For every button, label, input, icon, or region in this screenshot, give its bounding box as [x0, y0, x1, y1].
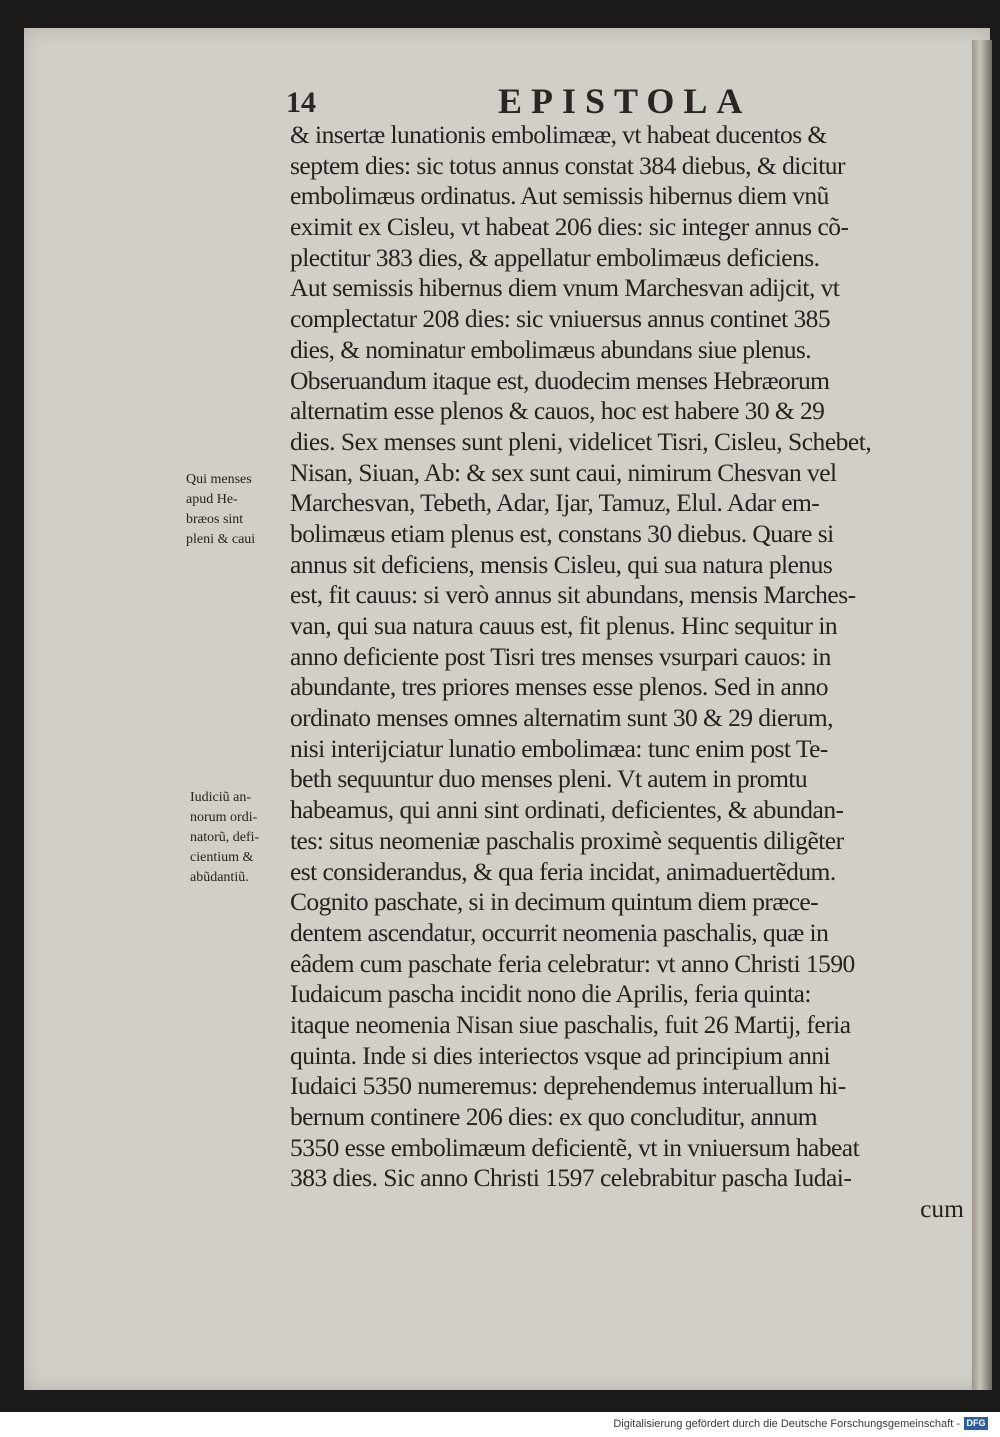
- text-line: & insertæ lunationis embolimææ, vt habeat ducentos &: [290, 120, 827, 149]
- margin-note-line: Qui menses: [186, 472, 252, 487]
- text-line: Iudaici 5350 numeremus: deprehendemus interuallum hi-: [290, 1071, 846, 1101]
- text-line: 383 dies. Sic anno Christi 1597 celebrabitur pascha Iudai-: [290, 1163, 852, 1193]
- text-line: abundante, tres priores menses esse plenos. Sed in anno: [290, 672, 828, 702]
- text-line: plectitur 383 dies, & appellatur embolimæus deficiens.: [290, 242, 820, 272]
- margin-note-line: natorũ, defi-: [190, 830, 260, 845]
- text-line: septem dies: sic totus annus constat 384 diebus, & dicitur: [290, 150, 846, 180]
- text-line: Marchesvan, Tebeth, Adar, Ijar, Tamuz, Elul. Adar em-: [290, 488, 820, 518]
- text-line: bolimæus etiam plenus est, constans 30 diebus. Quare si: [290, 518, 834, 548]
- margin-note-line: norum ordi-: [190, 810, 258, 825]
- text-line: 5350 esse embolimæum deficientẽ, vt in vniuersum habeat: [290, 1132, 860, 1162]
- text-line: Obseruandum itaque est, duodecim menses Hebræorum: [290, 365, 830, 395]
- page-number: 14: [286, 86, 316, 119]
- text-line: beth sequuntur duo menses pleni. Vt autem in promtu: [290, 764, 807, 794]
- text-line: ordinato menses omnes alternatim sunt 30 & 29 dierum,: [290, 703, 833, 733]
- text-line: dies, & nominatur embolimæus abundans siue plenus.: [290, 334, 812, 364]
- text-line: van, qui sua natura cauus est, fit plenus. Hinc sequitur in: [290, 611, 838, 640]
- margin-note-line: Iudiciũ an-: [190, 790, 252, 805]
- page-header: [0, 52, 1000, 121]
- margin-note-months: [186, 470, 255, 550]
- text-line: Aut semissis hibernus diem vnum Marchesvan adijcit, vt: [290, 273, 840, 303]
- text-line: eâdem cum paschate feria celebratur: vt anno Christi 1590: [290, 948, 855, 978]
- dfg-logo: DFG: [964, 1417, 988, 1430]
- text-line: nisi interijciatur lunatio embolimæa: tunc enim post Te-: [290, 733, 828, 763]
- text-line: bernum continere 206 dies: ex quo concluditur, annum: [290, 1102, 818, 1131]
- text-line: alternatim esse plenos & cauos, hoc est habere 30 & 29: [290, 396, 825, 426]
- text-line: Nisan, Siuan, Ab: & sex sunt caui, nimirum Chesvan vel: [290, 457, 837, 487]
- text-line: embolimæus ordinatus. Aut semissis hibernus diem vnũ: [290, 181, 829, 211]
- text-line: Iudaicum pascha incidit nono die Aprilis, feria quinta:: [290, 979, 811, 1009]
- text-line: Cognito paschate, si in decimum quintum diem præce-: [290, 887, 819, 917]
- text-line: quinta. Inde si dies interiectos vsque ad principium anni: [290, 1040, 831, 1070]
- text-line: est, fit cauus: si verò annus sit abundans, mensis Marches-: [290, 580, 856, 610]
- text-line: dies. Sex menses sunt pleni, videlicet Tisri, Cisleu, Schebet,: [290, 426, 872, 456]
- margin-note-line: abũdantiũ.: [190, 870, 249, 885]
- text-line: itaque neomenia Nisan siue paschalis, fuit 26 Martij, feria: [290, 1009, 851, 1039]
- body-text: [290, 120, 980, 1225]
- catchword: cum: [920, 1194, 964, 1224]
- dfg-credit: Digitalisierung gefördert durch die Deutsche Forschungsgemeinschaft -: [613, 1418, 960, 1430]
- footer-bar: [0, 1412, 1000, 1437]
- text-line: tes: situs neomeniæ paschalis proximè sequentis diligẽter: [290, 825, 844, 855]
- text-line: eximit ex Cisleu, vt habeat 206 dies: sic integer annus cõ-: [290, 212, 849, 242]
- margin-note-judgment: [190, 788, 259, 888]
- text-line: complectatur 208 dies: sic vniuersus annus continet 385: [290, 304, 831, 334]
- text-line: dentem ascendatur, occurrit neomenia paschalis, quæ in: [290, 917, 829, 947]
- margin-note-line: bræos sint: [186, 512, 244, 527]
- margin-note-line: cientium &: [190, 850, 254, 865]
- margin-note-line: pleni & caui: [186, 532, 256, 547]
- running-head: EPISTOLA: [498, 81, 752, 121]
- margin-note-line: apud He-: [186, 492, 238, 507]
- text-line: habeamus, qui anni sint ordinati, deficientes, & abundan-: [290, 795, 844, 825]
- text-line: est considerandus, & qua feria incidat, animaduertẽdum.: [290, 856, 836, 886]
- text-line: annus sit deficiens, mensis Cisleu, qui sua natura plenus: [290, 549, 833, 579]
- text-line: anno deficiente post Tisri tres menses vsurpari cauos: in: [290, 641, 831, 671]
